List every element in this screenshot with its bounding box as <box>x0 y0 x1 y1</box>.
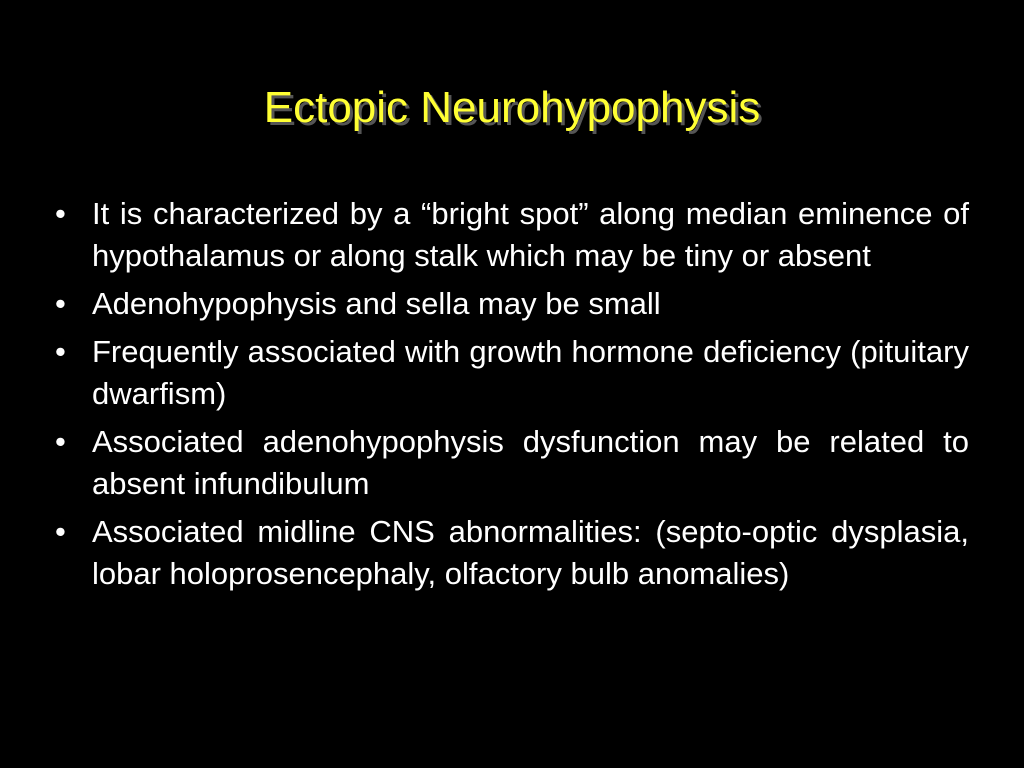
bullet-item <box>55 511 969 595</box>
bullet-text: It is characterized by a “bright spot” along median eminence of hypothalamus or along stalk which may be tiny or absent <box>92 196 969 273</box>
bullet-dot-icon: • <box>55 286 66 321</box>
bullet-dot-icon: • <box>55 196 66 231</box>
bullet-dot-icon: • <box>55 514 66 549</box>
bullet-text: Adenohypophysis and sella may be small <box>92 286 661 321</box>
slide-title: Ectopic Neurohypophysis <box>263 83 761 132</box>
bullet-text: Frequently associated with growth hormone deficiency (pituitary dwarfism) <box>92 334 969 411</box>
bullet-item <box>55 283 969 325</box>
bullet-item <box>55 193 969 277</box>
bullet-text: Associated midline CNS abnormalities: (septo-optic dysplasia, lobar holoprosencephaly, olfactory bulb anomalies) <box>92 514 969 591</box>
bullet-text: Associated adenohypophysis dysfunction may be related to absent infundibulum <box>92 424 969 501</box>
bullet-list <box>55 193 969 601</box>
bullet-dot-icon: • <box>55 424 66 459</box>
bullet-item <box>55 421 969 505</box>
bullet-dot-icon: • <box>55 334 66 369</box>
bullet-item <box>55 331 969 415</box>
